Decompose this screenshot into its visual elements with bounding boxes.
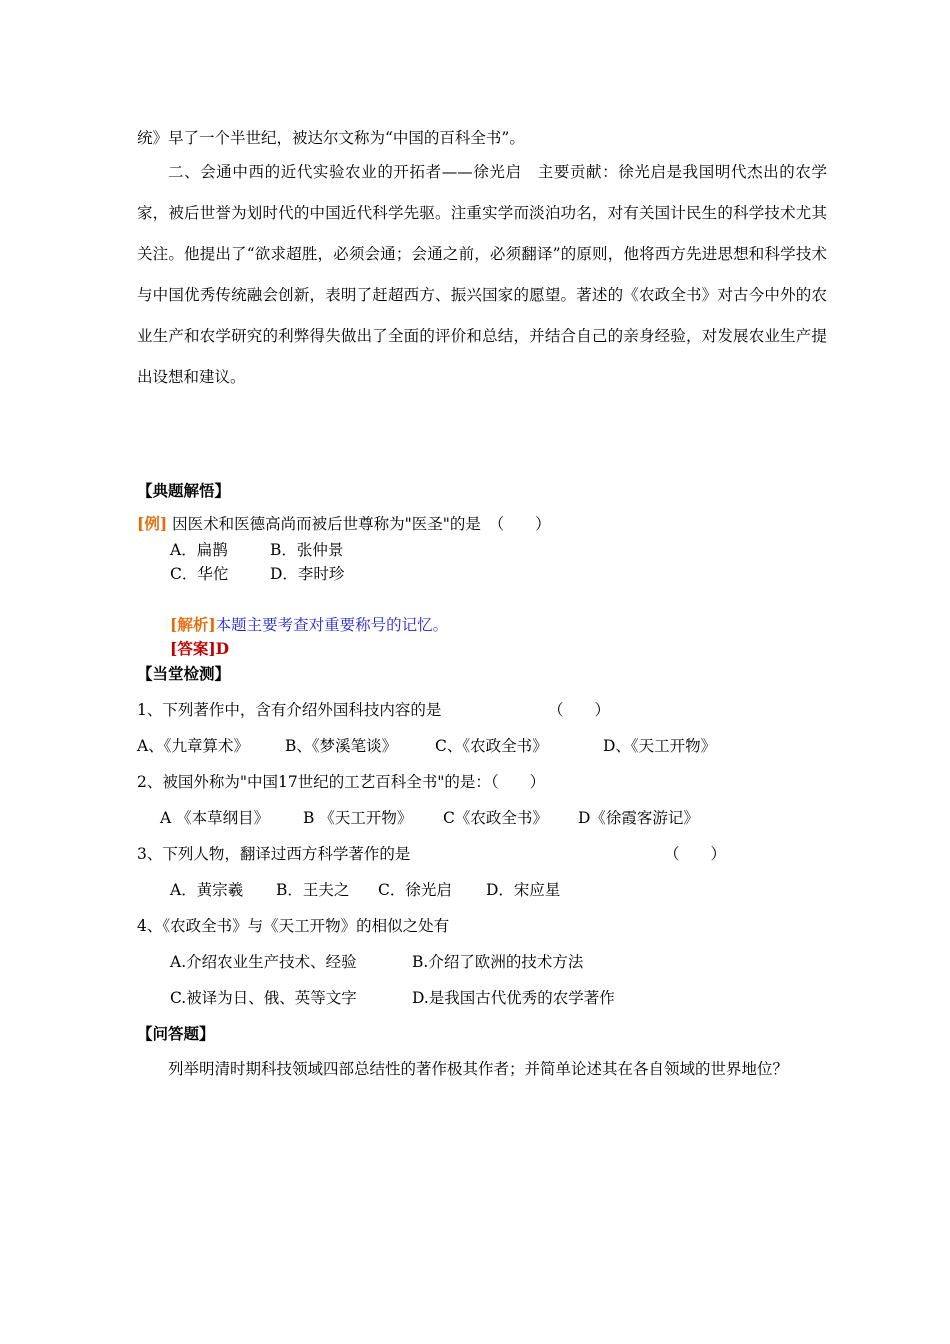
q1-option-d: D、《天工开物》 [603,737,717,755]
intro-line: 统》早了一个半世纪，被达尔文称为“中国的百科全书”。 [137,129,525,147]
q1-option-c: C、《农政全书》 [435,737,548,755]
check-heading: 【当堂检测】 [137,664,231,683]
example-heading: 【典题解悟】 [137,481,231,500]
q3-option-b: B．王夫之 [276,881,350,899]
q2-option-d: D《徐霞客游记》 [578,809,699,827]
analysis-text: 本题主要考查对重要称号的记忆。 [215,616,449,634]
q4-option-a: A.介绍农业生产技术、经验 [170,953,357,971]
q2-option-b: B 《天工开物》 [303,809,413,827]
q4-option-c: C.被译为日、俄、英等文字 [170,989,357,1007]
question-3-options [170,879,560,901]
analysis-tag: [解析] [170,615,216,634]
q3-option-a: A．黄宗羲 [170,881,244,899]
q2-option-a: A 《本草纲目》 [160,809,270,827]
q4-option-b: B.介绍了欧洲的技术方法 [412,953,584,971]
question-4-options-row-1 [170,951,583,973]
q3-option-d: D．宋应星 [486,881,561,899]
question-3: 3、下列人物，翻译过西方科学著作的是 [137,845,411,863]
option-c: C．华佗 [170,565,229,583]
question-4: 4、《农政全书》与《天工开物》的相似之处有 [137,917,450,935]
answer-value: D [215,639,230,658]
option-b: B．张仲景 [270,541,344,559]
q3-option-c: C．徐光启 [378,881,452,899]
answer-line [170,638,229,660]
answer-tag: [答案] [170,639,216,658]
example-options-row-1 [170,539,343,561]
option-a: A．扁鹊 [170,541,228,559]
question-3-paren: （ ） [664,845,727,863]
essay-question: 列举明清时期科技领域四部总结性的著作极其作者；并简单论述其在各自领域的世界地位？ [168,1060,789,1078]
q1-option-b: B、《梦溪笔谈》 [285,737,398,755]
question-1-paren: （ ） [548,701,611,719]
question-2-options [160,807,699,829]
example-question [137,513,551,535]
example-question-text: 因医术和医德高尚而被后世尊称为"医圣"的是 （ ） [172,515,551,533]
q1-option-a: A、《九章算术》 [137,737,249,755]
analysis-line [170,614,448,636]
question-2: 2、被国外称为"中国17世纪的工艺百科全书"的是：（ ） [137,773,546,791]
question-4-options-row-2 [170,987,615,1009]
essay-heading: 【问答题】 [137,1024,215,1043]
question-1: 1、下列著作中，含有介绍外国科技内容的是 [137,701,442,719]
section-2-paragraph: 二、会通中西的近代实验农业的开拓者——徐光启 主要贡献：徐光启是我国明代杰出的农学家，被后世誉为划时代的中国近代科学先驱。注重实学而淡泊功名，对有关国计民生的科学技术尤其关注。他提出了“欲求超胜，必须会通；会通之前，必须翻译”的原则，他将西方先进思想和科学技术与中国优秀传统融会创新，表明了赶超西方、振兴国家的愿望。著述的《农政全书》对古今中外的农业生产和农学研究的利弊得失做出了全面的评价和总结，并结合自己的亲身经验，对发展农业生产提出设想和建议。 [137,163,827,386]
q4-option-d: D.是我国古代优秀的农学著作 [412,989,615,1007]
example-options-row-2 [170,563,344,585]
option-d: D．李时珍 [270,565,345,583]
question-1-options [137,735,716,757]
q2-option-c: C《农政全书》 [443,809,548,827]
example-tag: [例] [137,514,168,533]
